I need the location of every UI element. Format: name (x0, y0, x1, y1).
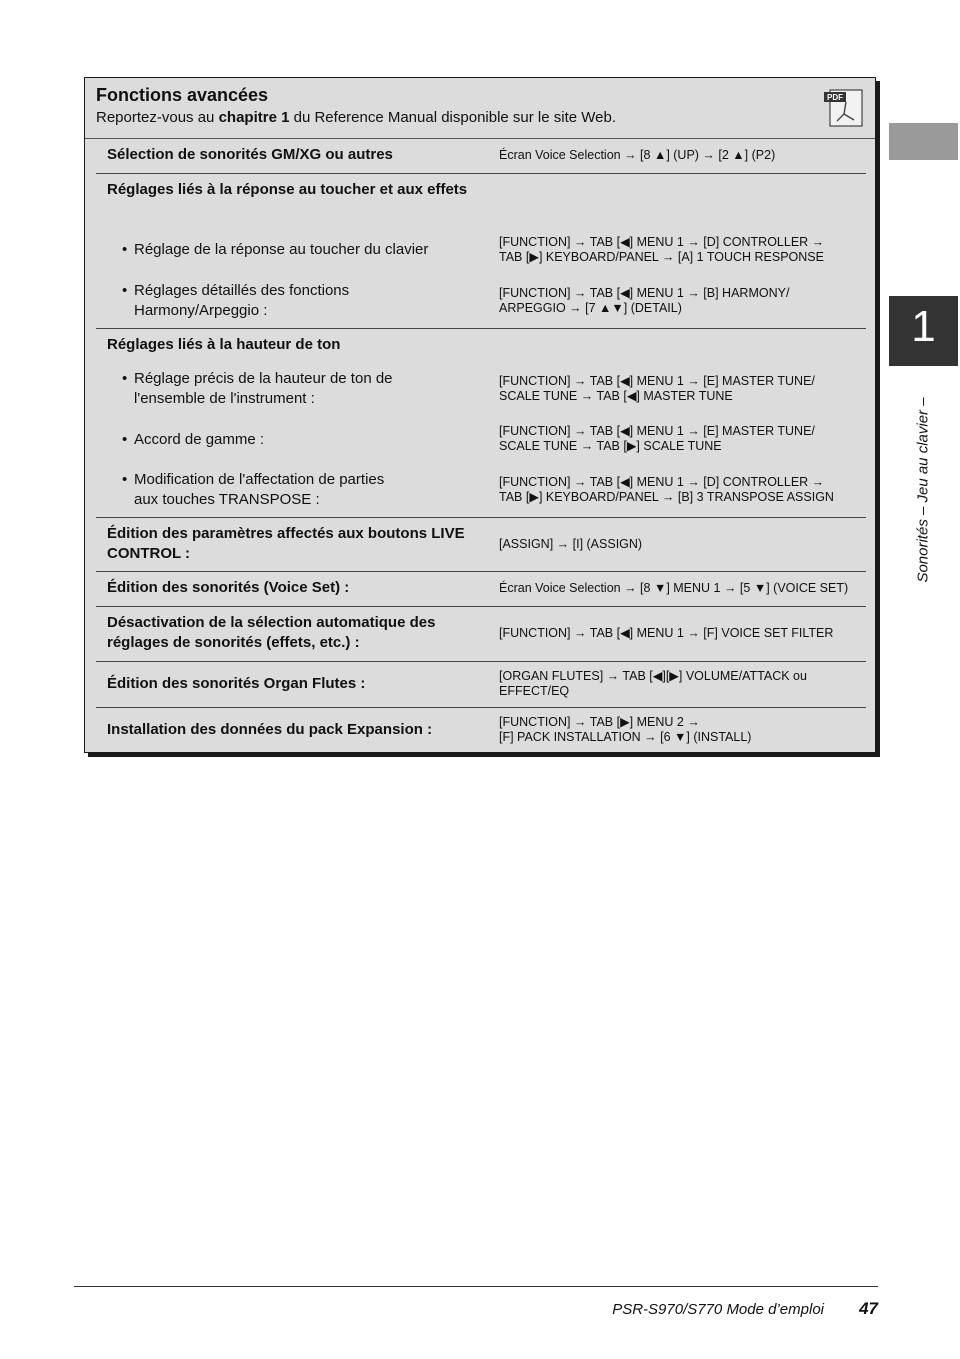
row-label-scale-tune (122, 430, 477, 450)
row-path-organ-flutes: [ORGAN FLUTES] → TAB [◀][▶] VOLUME/ATTACK ou EFFECT/EQ (499, 669, 807, 698)
sub-label: Réglage de la réponse au toucher du clavier (134, 241, 429, 258)
row-divider (96, 707, 866, 708)
row-path-harmony-arpeggio: [FUNCTION] → TAB [◀] MENU 1 → [B] HARMONY/ ARPEGGIO → [7 ▲▼] (DETAIL) (499, 286, 790, 315)
pdf-label: PDF (827, 93, 843, 102)
row-label-organ-flutes: Édition des sonorités Organ Flutes : (107, 675, 366, 692)
side-tab-previous (889, 123, 958, 160)
advanced-functions-box (84, 77, 876, 753)
row-label-touch-effects: Réglages liés à la réponse au toucher et aux effets (107, 181, 468, 198)
row-label-voice-set-filter: Désactivation de la sélection automatique des réglages de sonorités (effets, etc.) : (107, 614, 436, 651)
row-label-live-control: Édition des paramètres affectés aux boutons LIVE CONTROL : (107, 525, 465, 562)
row-divider (96, 173, 866, 174)
row-path-transpose-assign: [FUNCTION] → TAB [◀] MENU 1 → [D] CONTROLLER → TAB [▶] KEYBOARD/PANEL → [B] 3 TRANSPOSE ASSIGN (499, 475, 834, 504)
row-divider (96, 328, 866, 329)
row-path-voice-set: Écran Voice Selection → [8 ▼] MENU 1 → [5 ▼] (VOICE SET) (499, 581, 849, 595)
row-label-master-tune (122, 369, 477, 409)
row-divider (96, 517, 866, 518)
pdf-icon (824, 88, 864, 128)
row-label-voice-set: Édition des sonorités (Voice Set) : (107, 579, 350, 596)
subtitle-pre: Reportez-vous au (96, 109, 219, 126)
box-title: Fonctions avancées (96, 85, 269, 105)
subtitle-post: du Reference Manual disponible sur le site Web. (289, 109, 617, 126)
row-divider (96, 661, 866, 662)
row-label-expansion-pack: Installation des données du pack Expansion : (107, 721, 433, 738)
row-path-gmxg: Écran Voice Selection → [8 ▲] (UP) → [2 ▲] (P2) (499, 148, 776, 162)
sub-label: Réglage précis de la hauteur de ton de l'ensemble de l'instrument : (134, 370, 393, 407)
subtitle-bold: chapitre 1 (218, 109, 290, 126)
sub-label: Réglages détaillés des fonctions Harmony/Arpeggio : (134, 282, 350, 319)
header-divider (85, 138, 875, 139)
bullet: • (122, 370, 128, 387)
bullet: • (122, 282, 128, 299)
bullet: • (122, 431, 128, 448)
row-label-touch-response (122, 240, 477, 260)
row-path-master-tune: [FUNCTION] → TAB [◀] MENU 1 → [E] MASTER TUNE/ SCALE TUNE → TAB [◀] MASTER TUNE (499, 374, 815, 403)
row-label-gmxg: Sélection de sonorités GM/XG ou autres (107, 146, 393, 163)
sub-label: Accord de gamme : (134, 431, 265, 448)
row-path-scale-tune: [FUNCTION] → TAB [◀] MENU 1 → [E] MASTER TUNE/ SCALE TUNE → TAB [▶] SCALE TUNE (499, 424, 815, 453)
footer-divider (74, 1286, 878, 1287)
page-number: 47 (859, 1299, 878, 1318)
row-path-live-control: [ASSIGN] → [I] (ASSIGN) (499, 537, 643, 551)
row-divider (96, 571, 866, 572)
row-path-touch-response: [FUNCTION] → TAB [◀] MENU 1 → [D] CONTROLLER → TAB [▶] KEYBOARD/PANEL → [A] 1 TOUCH RESPONSE (499, 235, 825, 264)
row-path-voice-set-filter: [FUNCTION] → TAB [◀] MENU 1 → [F] VOICE SET FILTER (499, 626, 834, 640)
row-label-transpose-assign (122, 470, 477, 510)
row-divider (96, 606, 866, 607)
row-path-expansion-pack: [FUNCTION] → TAB [▶] MENU 2 → [F] PACK INSTALLATION → [6 ▼] (INSTALL) (499, 715, 752, 744)
bullet: • (122, 241, 128, 258)
row-label-harmony-arpeggio (122, 281, 477, 321)
chapter-side-title: Sonorités – Jeu au clavier – (914, 397, 932, 583)
bullet: • (122, 471, 128, 488)
chapter-number: 1 (911, 302, 936, 351)
box-subtitle (96, 109, 616, 126)
row-label-pitch: Réglages liés à la hauteur de ton (107, 336, 341, 353)
footer-manual-title: PSR-S970/S770 Mode d’emploi (612, 1301, 824, 1318)
side-tab-chapter (889, 296, 958, 366)
sub-label: Modification de l'affectation de parties aux touches TRANSPOSE : (134, 471, 385, 508)
